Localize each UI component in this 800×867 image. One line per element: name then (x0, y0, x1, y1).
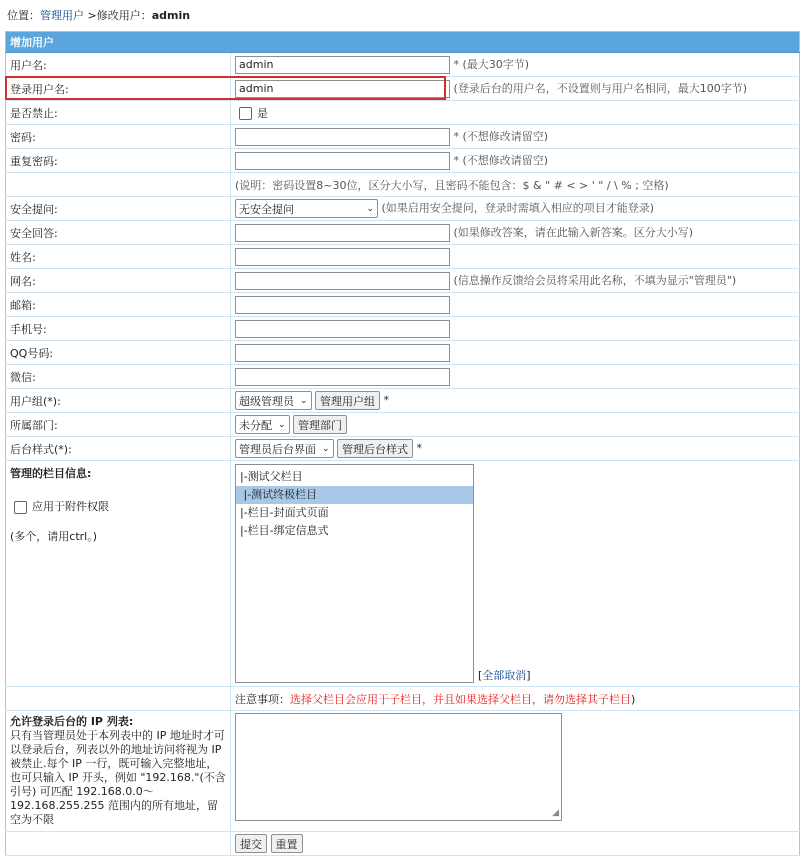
row-disabled (6, 101, 800, 125)
breadcrumb-current-user: admin (151, 9, 191, 22)
row-password2 (6, 149, 800, 173)
ip-list-title: 允许登录后台的 IP 列表: (10, 715, 134, 728)
reset-button[interactable]: 重置 (271, 834, 303, 853)
hint-password: * (不想修改请留空) (453, 129, 549, 143)
cancel-all: [全部取消] (478, 669, 531, 682)
label-qq: QQ号码: (6, 341, 231, 365)
hint-login-name: (登录后台的用户名，不设置则与用户名相同，最大100字节) (453, 81, 748, 95)
ip-list-description: 只有当管理员处于本列表中的 IP 地址时才可以登录后台，列表以外的地址访问将视为 IP 被禁止.每个 IP 一行，既可输入完整地址，也可只输入 IP 开头，例如 "192.168."(不含引号) 可匹配 192.168.0.0～192.168.255.255 范围内的所有地址，留空为不限 (10, 729, 226, 826)
column-note-warning: 选择父栏目会应用于子栏目，并且如果选择父栏目，请勿选择其子栏目 (290, 692, 631, 706)
user-group-select[interactable] (235, 391, 312, 410)
password-input[interactable] (235, 128, 450, 146)
department-select[interactable] (235, 415, 290, 434)
disabled-option-label: 是 (257, 106, 268, 120)
row-security-a (6, 221, 800, 245)
label-email: 邮箱: (6, 293, 231, 317)
breadcrumb-link-manage-users[interactable]: 管理用户 (40, 9, 84, 22)
label-password2: 重复密码: (6, 149, 231, 173)
label-mobile: 手机号: (6, 317, 231, 341)
row-style (6, 437, 800, 461)
label-realname: 姓名: (6, 245, 231, 269)
qq-input[interactable] (235, 344, 450, 362)
form-header: 增加用户 (6, 32, 800, 53)
row-mobile (6, 317, 800, 341)
column-option[interactable]: |-栏目-绑定信息式 (240, 524, 329, 537)
login-name-input[interactable] (235, 80, 450, 98)
chevron-down-icon: ⌄ (300, 395, 308, 406)
user-group-value: 超级管理员 (239, 394, 294, 408)
manage-admin-style-button[interactable]: 管理后台样式 (337, 439, 413, 458)
row-qq (6, 341, 800, 365)
multi-select-hint: (多个，请用ctrl。) (10, 530, 98, 543)
row-realname (6, 245, 800, 269)
disabled-checkbox[interactable] (239, 107, 252, 120)
attach-permission-checkbox[interactable] (14, 501, 27, 514)
submit-button[interactable]: 提交 (235, 834, 267, 853)
breadcrumb (7, 7, 190, 23)
nickname-input[interactable] (235, 272, 450, 290)
label-nickname: 网名: (6, 269, 231, 293)
resize-grip-icon[interactable]: ◢ (552, 808, 559, 818)
row-wechat (6, 365, 800, 389)
row-group (6, 389, 800, 413)
admin-style-value: 管理员后台界面 (239, 442, 316, 456)
label-login-name: 登录用户名: (6, 77, 231, 101)
label-username: 用户名: (6, 53, 231, 77)
column-option[interactable]: |-测试父栏目 (240, 470, 303, 483)
breadcrumb-current-label: 修改用户： (96, 9, 152, 22)
label-disabled: 是否禁止: (6, 101, 231, 125)
row-security-q (6, 197, 800, 221)
password-confirm-input[interactable] (235, 152, 450, 170)
row-columns (6, 461, 800, 687)
mobile-input[interactable] (235, 320, 450, 338)
hint-security-a: (如果修改答案，请在此输入新答案。区分大小写) (453, 225, 694, 239)
label-group: 用户组(*): (6, 389, 231, 413)
row-login-name (6, 77, 800, 101)
chevron-down-icon: ⌄ (366, 203, 374, 214)
row-password (6, 125, 800, 149)
breadcrumb-prefix: 位置： (7, 9, 40, 22)
label-security-a: 安全回答: (6, 221, 231, 245)
manage-department-button[interactable]: 管理部门 (293, 415, 347, 434)
password-note: (说明：密码设置8~30位，区分大小写，且密码不能包含：$ & " # < > ' " / \ % ; 空格) (231, 173, 800, 197)
row-username (6, 53, 800, 77)
ip-list-textarea[interactable] (235, 713, 562, 821)
label-style: 后台样式(*): (6, 437, 231, 461)
hint-nickname: (信息操作反馈给会员将采用此名称，不填为显示"管理员") (453, 273, 737, 287)
attach-permission-label: 应用于附件权限 (32, 500, 109, 513)
row-email (6, 293, 800, 317)
columns-label: 管理的栏目信息: (10, 467, 92, 480)
group-required-star: * (383, 393, 390, 407)
column-option[interactable]: |-栏目-封面式页面 (240, 506, 329, 519)
username-input[interactable] (235, 56, 450, 74)
manage-user-group-button[interactable]: 管理用户组 (315, 391, 380, 410)
breadcrumb-sep: > (84, 9, 97, 22)
style-required-star: * (416, 441, 423, 455)
label-password: 密码: (6, 125, 231, 149)
email-input[interactable] (235, 296, 450, 314)
label-security-q: 安全提问: (6, 197, 231, 221)
cancel-all-link[interactable]: 全部取消 (482, 669, 527, 682)
row-actions (6, 832, 800, 856)
row-column-note (6, 687, 800, 711)
row-password-note (6, 173, 800, 197)
column-option-selected[interactable]: |-测试终极栏目 (236, 486, 473, 504)
hint-username: * (最大30字节) (453, 57, 530, 71)
row-nickname (6, 269, 800, 293)
chevron-down-icon: ⌄ (278, 419, 286, 430)
user-form (5, 31, 800, 856)
hint-password2: * (不想修改请留空) (453, 153, 549, 167)
label-wechat: 微信: (6, 365, 231, 389)
security-answer-input[interactable] (235, 224, 450, 242)
department-value: 未分配 (239, 418, 272, 432)
row-ip-list (6, 711, 800, 832)
column-listbox[interactable] (235, 464, 474, 683)
realname-input[interactable] (235, 248, 450, 266)
security-question-select[interactable] (235, 199, 378, 218)
security-question-value: 无安全提问 (239, 202, 294, 216)
label-dept: 所属部门: (6, 413, 231, 437)
row-dept (6, 413, 800, 437)
column-note: 注意事项：选择父栏目会应用于子栏目，并且如果选择父栏目，请勿选择其子栏目) (231, 687, 800, 711)
wechat-input[interactable] (235, 368, 450, 386)
admin-style-select[interactable] (235, 439, 334, 458)
hint-security-q: (如果启用安全提问，登录时需填入相应的项目才能登录) (381, 201, 655, 215)
chevron-down-icon: ⌄ (322, 443, 330, 454)
